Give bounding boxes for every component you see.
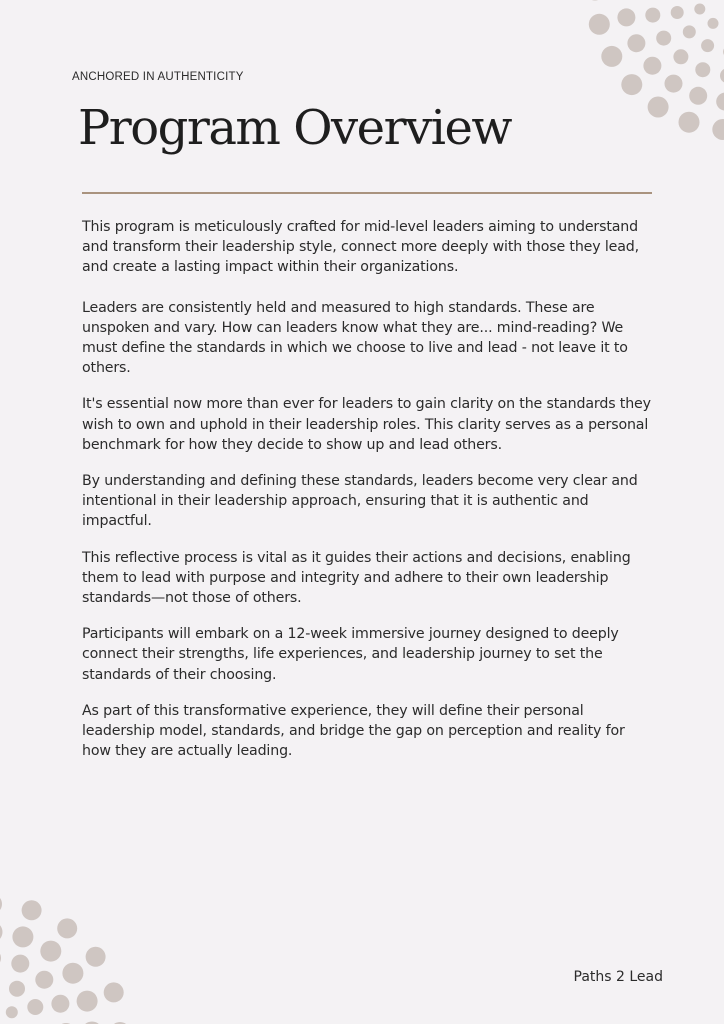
dot (12, 926, 33, 947)
paragraph: This program is meticulously crafted for mid-level leaders aiming to understand and transform their leadership style, connect more deeply with those they lead, and create a lasting impact within their organizations. (82, 219, 639, 276)
dot (656, 31, 671, 46)
dot (695, 62, 710, 77)
dot (57, 918, 77, 938)
dot (62, 963, 83, 984)
page-title: Program Overview (78, 100, 511, 156)
bottom-left-dots (0, 894, 130, 1024)
top-right-dots (585, 0, 724, 140)
title-divider (82, 192, 652, 194)
dot (9, 981, 25, 997)
dot (716, 93, 724, 111)
dot (679, 112, 700, 133)
paragraph: It's essential now more than ever for leaders to gain clarity on the standards they wish to own and uphold in their leadership roles. This clarity serves as a personal benchmark for how they decide to show up and lead others. (82, 396, 651, 453)
dot (643, 57, 661, 75)
paragraph: Leaders are consistently held and measured to high standards. These are unspoken and vary. How can leaders know what they are... mind-reading? We must define the standards in which we choose to live and lead - not leave it to others. (82, 299, 628, 377)
dot (0, 894, 2, 914)
dot (585, 0, 606, 1)
dot (665, 75, 683, 93)
dot (645, 8, 660, 23)
dot (701, 39, 714, 52)
body-text (82, 217, 657, 777)
paragraph: By understanding and defining these standards, leaders become very clear and intentional in their leadership approach, ensuring that it is authentic and impactful. (82, 473, 638, 530)
paragraph: Participants will embark on a 12-week immersive journey designed to deeply connect their strengths, life experiences, and leadership journey to set the standards of their choosing. (82, 626, 619, 683)
dot (22, 900, 42, 920)
dot (104, 982, 124, 1002)
dot (601, 46, 622, 67)
dot (11, 955, 29, 973)
dot (0, 922, 3, 943)
dot (40, 941, 61, 962)
dot (621, 74, 642, 95)
dot (0, 949, 1, 967)
dot (673, 49, 688, 64)
dot (648, 97, 669, 118)
dot (694, 4, 705, 15)
dot (671, 6, 684, 19)
dot (35, 971, 53, 989)
dot (589, 14, 610, 35)
dot (627, 34, 645, 52)
dot (683, 25, 696, 38)
dot (51, 995, 69, 1013)
eyebrow-label: ANCHORED IN AUTHENTICITY (72, 71, 244, 83)
dot (708, 18, 719, 29)
paragraph: As part of this transformative experience, they will define their personal leadership model, standards, and bridge the gap on perception and reality for how they are actually leading. (82, 702, 625, 760)
dot (689, 87, 707, 105)
dot (617, 8, 635, 26)
dot (6, 1006, 18, 1018)
footer-brand: Paths 2 Lead (573, 969, 663, 985)
dot (27, 999, 43, 1015)
paragraph: This reflective process is vital as it guides their actions and decisions, enabling them to lead with purpose and integrity and adhere to their own leadership standards—not those of others. (82, 549, 631, 607)
dot (77, 991, 98, 1012)
dot (720, 68, 724, 83)
dot (86, 947, 106, 967)
dot (712, 119, 724, 140)
